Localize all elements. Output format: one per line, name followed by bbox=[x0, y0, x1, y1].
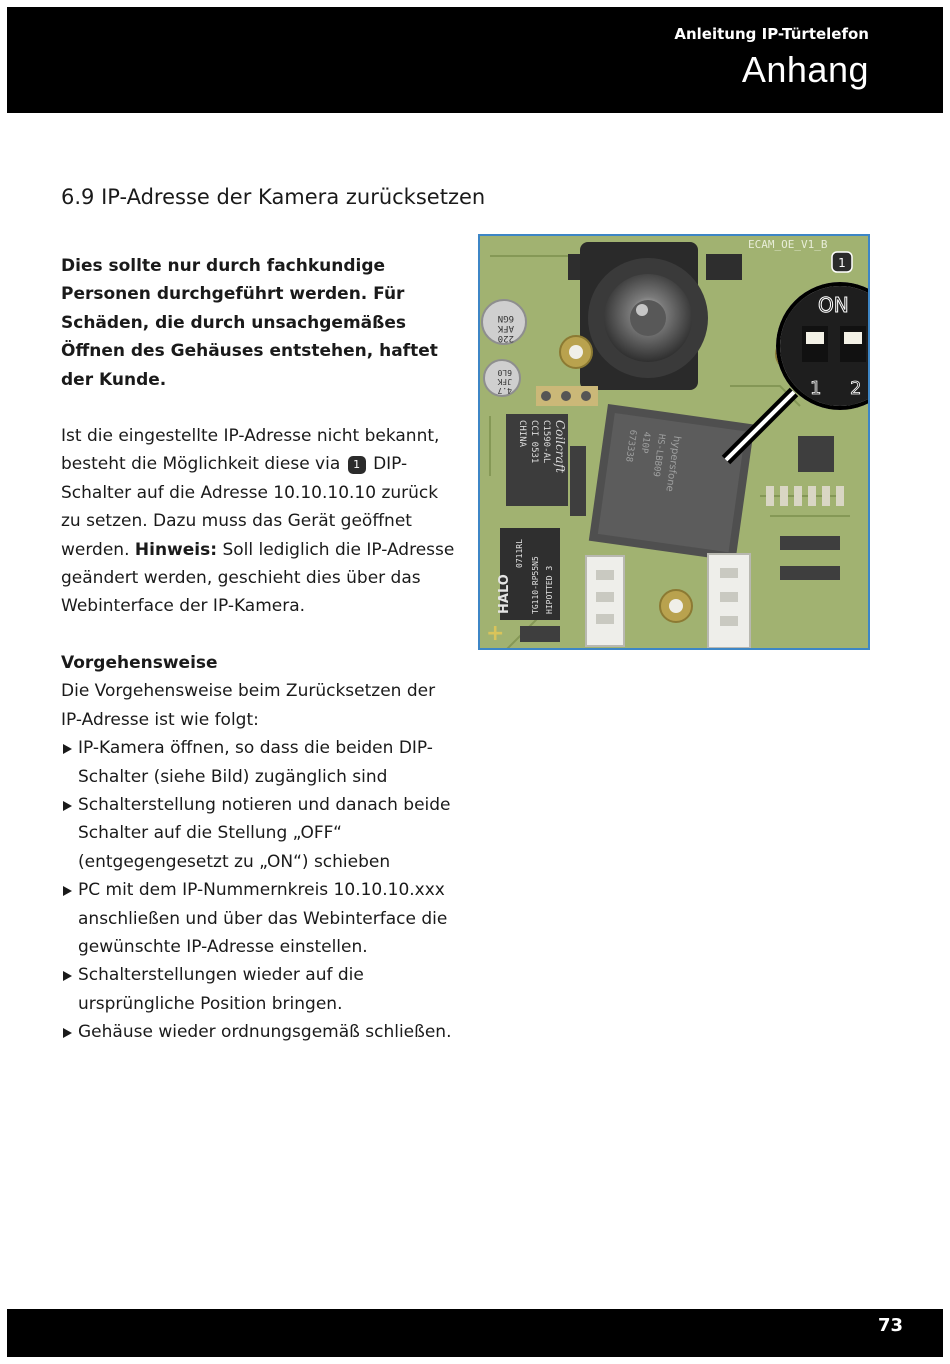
procedure-steps bbox=[61, 734, 461, 1046]
main-content bbox=[61, 180, 486, 1047]
svg-text:TG110-RP55N5: TG110-RP55N5 bbox=[531, 556, 540, 614]
intro-text-part2: DIP-Schalter auf die Adresse 10.10.10.10 zurück zu setzen. Dazu muss das Gerät geöffnet werden. bbox=[61, 454, 439, 560]
page-footer bbox=[7, 1309, 943, 1357]
page-number: 73 bbox=[877, 1315, 903, 1336]
reference-badge: 1 bbox=[348, 456, 366, 474]
page-heading: 6.9 IP-Adresse der Kamera zurücksetzen bbox=[61, 185, 486, 209]
pin-header bbox=[536, 386, 598, 406]
capacitor-220 bbox=[482, 300, 526, 344]
svg-text:1: 1 bbox=[838, 256, 846, 270]
board-label: ECAM_OE_V1_B bbox=[748, 238, 828, 251]
svg-text:220: 220 bbox=[497, 333, 514, 343]
svg-text:CHINA: CHINA bbox=[517, 420, 527, 448]
page-header bbox=[7, 7, 943, 113]
svg-text:AFK: AFK bbox=[497, 323, 514, 333]
svg-text:0711RL: 0711RL bbox=[515, 539, 524, 568]
plus-marking: + bbox=[486, 621, 505, 646]
svg-text:6L0: 6L0 bbox=[497, 368, 512, 377]
camera-board-photo bbox=[478, 234, 870, 650]
svg-text:JFK: JFK bbox=[497, 377, 512, 386]
capacitor-4-7 bbox=[484, 360, 520, 396]
section-title: Anhang bbox=[741, 49, 869, 90]
connector-right bbox=[708, 554, 750, 648]
coilcraft-component bbox=[506, 414, 568, 506]
svg-text:HALO: HALO bbox=[497, 574, 512, 614]
list-item: Schalterstellung notieren und danach beide Schalter auf die Stellung „OFF“ (entgegengesetzt zu „ON“) schieben bbox=[61, 791, 461, 876]
list-item: PC mit dem IP-Nummernkreis 10.10.10.xxx anschließen und über das Webinterface die gewünschte IP-Adresse einstellen. bbox=[61, 876, 461, 961]
svg-text:hypersfone: hypersfone bbox=[663, 435, 683, 493]
hint-text: Soll lediglich die IP-Adresse geändert werden, geschieht dies über das Webinterface der IP-Kamera. bbox=[61, 539, 455, 617]
svg-text:CCI 0531: CCI 0531 bbox=[529, 420, 539, 464]
svg-text:6GN: 6GN bbox=[497, 313, 514, 323]
dip-label-2: 2 bbox=[850, 378, 862, 399]
svg-text:673338: 673338 bbox=[623, 428, 638, 463]
connector-left bbox=[586, 556, 624, 646]
svg-text:HIPOTTED 3: HIPOTTED 3 bbox=[545, 565, 554, 614]
dip-switch-2 bbox=[844, 332, 862, 344]
intro-paragraph bbox=[61, 422, 461, 621]
dip-on-label: ON bbox=[818, 293, 849, 317]
figure-badge bbox=[832, 252, 852, 272]
intro-text-part1: Ist die eingestellte IP-Adresse nicht bekannt, besteht die Möglichkeit diese via bbox=[61, 426, 440, 475]
circuit-board-illustration bbox=[480, 236, 868, 648]
dip-switch-1 bbox=[806, 332, 824, 344]
list-item: Schalterstellungen wieder auf die ursprüngliche Position bringen. bbox=[61, 961, 461, 1018]
list-item: IP-Kamera öffnen, so dass die beiden DIP-Schalter (siehe Bild) zugänglich sind bbox=[61, 734, 461, 791]
svg-text:4.7: 4.7 bbox=[497, 386, 512, 395]
warning-text: Dies sollte nur durch fachkundige Personen durchgeführt werden. Für Schäden, die durch unsachgemäßes Öffnen des Gehäuses entstehen, haftet der Kunde. bbox=[61, 256, 438, 390]
procedure-intro: Die Vorgehensweise beim Zurücksetzen der IP-Adresse ist wie folgt: bbox=[61, 681, 436, 730]
document-title: Anleitung IP-Türtelefon bbox=[674, 25, 869, 43]
procedure-title: Vorgehensweise bbox=[61, 652, 218, 673]
svg-text:C1590-AL: C1590-AL bbox=[541, 420, 551, 464]
svg-text:410P: 410P bbox=[638, 430, 652, 454]
processor-chip bbox=[589, 404, 755, 561]
svg-text:Coilcraft: Coilcraft bbox=[553, 420, 567, 473]
halo-component bbox=[497, 528, 560, 620]
hint-label: Hinweis: bbox=[134, 539, 218, 560]
list-item: Gehäuse wieder ordnungsgemäß schließen. bbox=[61, 1018, 461, 1046]
svg-text:HS-LBB09: HS-LBB09 bbox=[650, 433, 667, 478]
dip-label-1: 1 bbox=[810, 378, 822, 399]
